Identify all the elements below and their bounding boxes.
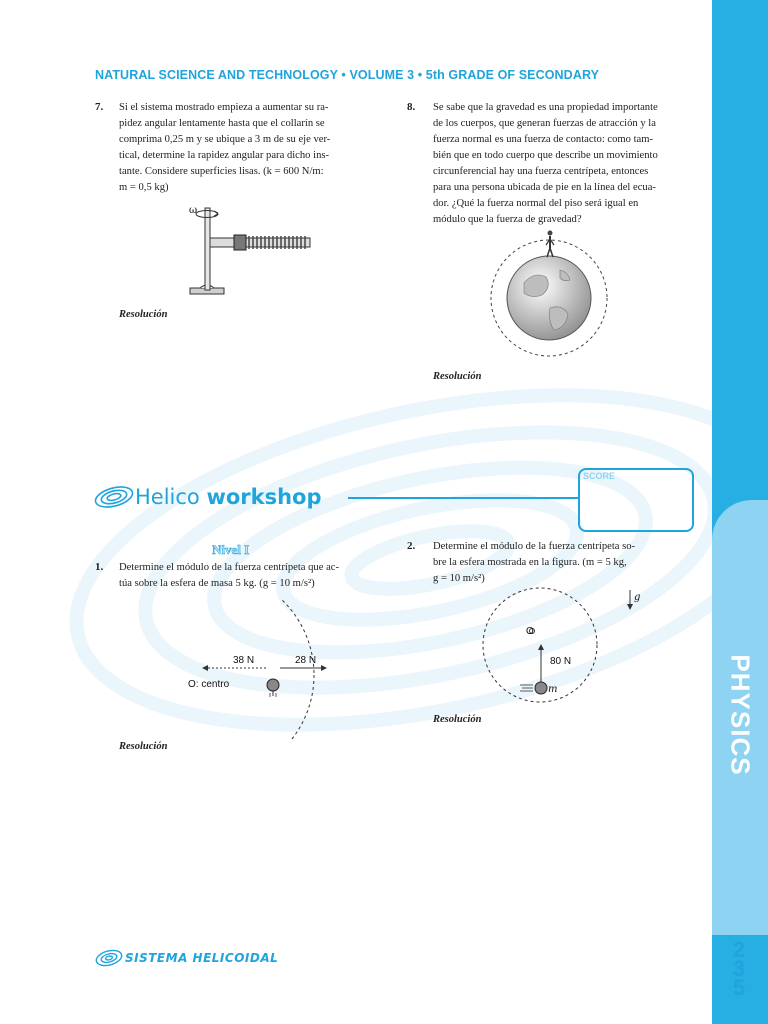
center-o-label: O bbox=[526, 626, 534, 637]
problem-2-number: 2. bbox=[407, 540, 416, 552]
center-label: O: centro bbox=[188, 679, 230, 690]
problem-2-circle-diagram bbox=[480, 584, 650, 709]
problem-7-text: Si el sistema mostrado empieza a aumentar su ra- pidez angular lentamente hasta que el collarín se comprima 0,25 m y se ubique a 3 m de su eje ver- tical, determine la rapidez angular para dicho ins- tante. Considere superficies lisas. (k = 600 N/m: m = 0,5 kg) bbox=[119, 102, 331, 193]
force-28-label: 28 N bbox=[295, 655, 317, 666]
problem-8-text: Se sabe que la gravedad es una propiedad importante de los cuerpos, que generan fuerzas de atracción y la fuerza normal es una fuerza de contacto: como tam- bién que en todo cuerpo que describe un movimiento circunferencial hay una fuerza centrípeta, entonces para una persona ubicada de pie en la línea del ecua- dor. ¿Qué la fuerza normal del piso será igual en módulo que la fuerza de gravedad? bbox=[433, 102, 658, 225]
problem-1-resolution: Resolución bbox=[119, 741, 168, 752]
gravity-label: g bbox=[634, 592, 641, 603]
problem-8-number: 8. bbox=[407, 101, 416, 113]
problem-1-text: Determine el módulo de la fuerza centrípeta que ac- túa sobre la esfera de masa 5 kg. (g = 10 m/s²) bbox=[119, 562, 340, 589]
section-title: Helico workshop bbox=[135, 485, 322, 509]
problem-7-number: 7. bbox=[95, 101, 104, 113]
subject-label: PHYSICS bbox=[725, 654, 756, 776]
force-80-label: 80 N bbox=[550, 656, 572, 667]
mass-label: m bbox=[548, 684, 558, 695]
problem-1-circle-diagram bbox=[160, 600, 340, 740]
problem-2-resolution: Resolución bbox=[433, 714, 482, 725]
omega-label: ω bbox=[189, 205, 198, 216]
footer-brand: SISTEMA HELICOIDAL bbox=[125, 951, 279, 965]
force-38-label: 38 N bbox=[233, 655, 255, 666]
page-header: NATURAL SCIENCE AND TECHNOLOGY • VOLUME 3 • 5th GRADE OF SECONDARY bbox=[95, 68, 600, 82]
helico-logo-icon bbox=[93, 484, 135, 510]
problem-2-text: Determine el módulo de la fuerza centrípeta so- bre la esfera mostrada en la figura. (m = 5 kg, g = 10 m/s²) bbox=[433, 541, 636, 584]
rotating-collar-diagram bbox=[185, 198, 315, 300]
problem-1-number: 1. bbox=[95, 561, 104, 573]
title-rule bbox=[348, 497, 580, 499]
problem-8-resolution: Resolución bbox=[433, 371, 482, 382]
problem-7-resolution: Resolución bbox=[119, 309, 168, 320]
score-label: SCORE bbox=[583, 471, 616, 481]
level-heading: Nivel I bbox=[212, 542, 250, 557]
footer-logo-icon bbox=[94, 948, 124, 968]
page-number: 2 3 5 bbox=[732, 937, 746, 1000]
earth-person-diagram bbox=[484, 228, 614, 358]
